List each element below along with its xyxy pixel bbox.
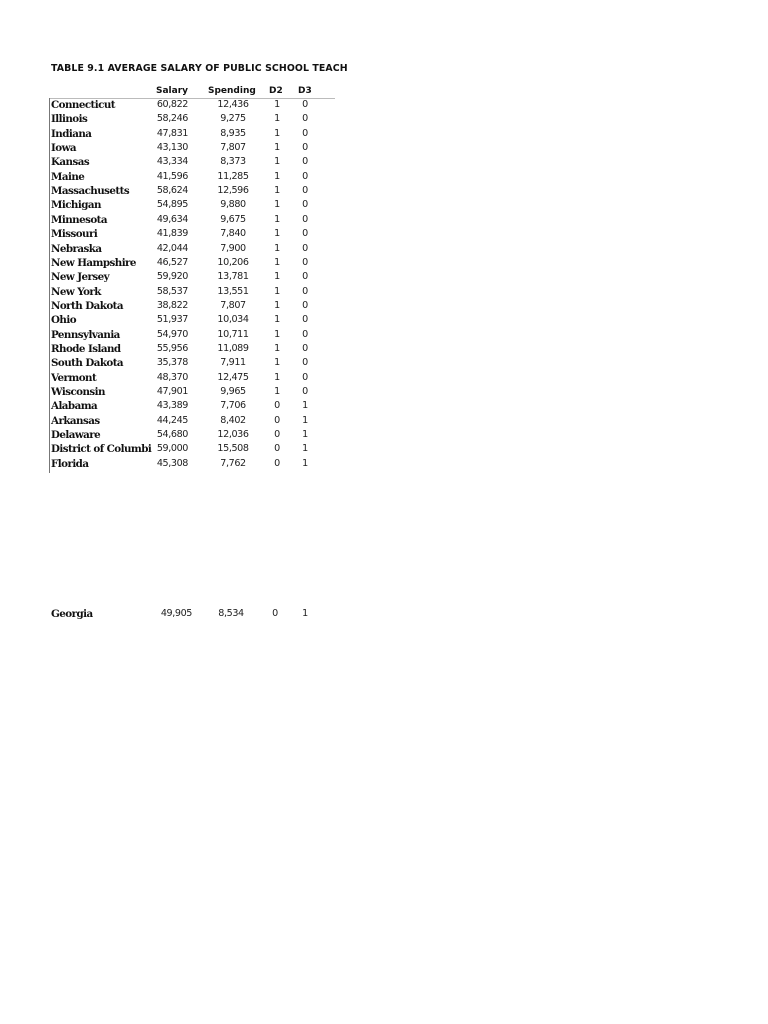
spending-value: 11,285 xyxy=(217,170,249,182)
salary-value: 43,334 xyxy=(156,156,188,168)
d3-value: 0 xyxy=(302,371,308,383)
column-header-salary: Salary xyxy=(156,86,189,96)
d3-value: 1 xyxy=(302,429,308,441)
spending-value: 7,840 xyxy=(220,228,246,240)
d2-value: 1 xyxy=(274,386,280,397)
d2-value: 0 xyxy=(274,429,280,441)
salary-value: 35,378 xyxy=(156,357,188,369)
left-border xyxy=(49,98,50,473)
d3-value: 0 xyxy=(302,170,308,182)
d3-value: 0 xyxy=(302,228,308,240)
state-name: Illinois xyxy=(51,113,88,126)
state-name: Delaware xyxy=(51,429,101,442)
state-name: Minnesota xyxy=(51,213,107,226)
d3-value: 0 xyxy=(302,242,308,254)
spending-value: 12,596 xyxy=(217,185,249,197)
d2-value: 1 xyxy=(274,299,280,311)
spending-value: 8,935 xyxy=(220,127,246,139)
salary-value: 58,246 xyxy=(156,113,188,125)
state-name: New Hampshire xyxy=(51,256,136,269)
d3-value: 0 xyxy=(302,314,308,326)
salary-value: 59,920 xyxy=(156,271,188,283)
d3-value: 1 xyxy=(302,400,308,412)
d3-value: 0 xyxy=(302,256,308,268)
state-name: North Dakota xyxy=(51,299,123,312)
state-name: Iowa xyxy=(51,142,77,155)
salary-value: 43,130 xyxy=(156,142,188,154)
spending-value: 9,880 xyxy=(220,199,246,211)
salary-value: 51,937 xyxy=(156,314,188,326)
d3-value: 0 xyxy=(302,199,308,211)
salary-value: 60,822 xyxy=(156,99,188,110)
salary-value: 59,000 xyxy=(156,443,188,455)
d2-value: 1 xyxy=(274,142,280,154)
d3-value: 0 xyxy=(302,142,308,154)
salary-value: 44,245 xyxy=(156,414,188,426)
salary-value: 46,527 xyxy=(156,256,188,268)
d3-value: 0 xyxy=(302,113,308,125)
d3-value: 0 xyxy=(302,156,308,168)
d2-value: 1 xyxy=(274,170,280,182)
salary-value: 49,634 xyxy=(156,213,188,225)
state-name: Florida xyxy=(51,457,89,470)
d2-value: 1 xyxy=(274,328,280,340)
d2-value: 1 xyxy=(274,314,280,326)
column-header-d3: D3 xyxy=(298,86,312,96)
salary-value: 55,956 xyxy=(156,342,188,354)
spending-value: 13,781 xyxy=(217,271,249,283)
spending-value: 7,706 xyxy=(220,400,246,412)
salary-value: 43,389 xyxy=(156,400,188,412)
salary-value: 42,044 xyxy=(156,242,188,254)
state-name: Kansas xyxy=(51,156,90,169)
state-name: Massachusetts xyxy=(51,185,130,198)
spending-value: 7,911 xyxy=(220,357,246,369)
spending-value: 11,089 xyxy=(217,342,249,354)
salary-value: 48,370 xyxy=(156,371,188,383)
state-name: Indiana xyxy=(51,127,92,140)
d2-value: 1 xyxy=(274,285,280,297)
d2-value: 1 xyxy=(274,99,280,110)
d2-value: 0 xyxy=(272,608,278,619)
salary-value: 47,831 xyxy=(156,127,188,139)
state-name: District of Columbi xyxy=(51,443,152,456)
d2-value: 1 xyxy=(274,127,280,139)
salary-value: 54,970 xyxy=(156,328,188,340)
d3-value: 1 xyxy=(302,608,308,619)
spending-value: 10,034 xyxy=(217,314,249,326)
spending-value: 15,508 xyxy=(217,443,249,455)
state-name: New Jersey xyxy=(51,271,110,284)
spending-value: 7,762 xyxy=(220,457,246,469)
d2-value: 1 xyxy=(274,185,280,197)
d2-value: 1 xyxy=(274,271,280,283)
spending-value: 7,807 xyxy=(220,299,246,311)
spending-value: 9,965 xyxy=(220,386,246,397)
d3-value: 0 xyxy=(302,213,308,225)
salary-value: 45,308 xyxy=(156,457,188,469)
d3-value: 0 xyxy=(302,99,308,110)
table-title: TABLE 9.1 AVERAGE SALARY OF PUBLIC SCHOOL TEACH xyxy=(51,63,348,74)
d3-value: 0 xyxy=(302,185,308,197)
spending-value: 7,900 xyxy=(220,242,246,254)
d2-value: 1 xyxy=(274,342,280,354)
d2-value: 1 xyxy=(274,228,280,240)
d3-value: 1 xyxy=(302,457,308,469)
d3-value: 0 xyxy=(302,342,308,354)
d2-value: 1 xyxy=(274,199,280,211)
d2-value: 1 xyxy=(274,256,280,268)
salary-value: 58,537 xyxy=(156,285,188,297)
salary-value: 41,596 xyxy=(156,170,188,182)
d3-value: 1 xyxy=(302,443,308,455)
salary-value: 49,905 xyxy=(160,608,192,619)
spending-value: 8,373 xyxy=(220,156,246,168)
state-name: Vermont xyxy=(51,371,97,384)
state-name: Arkansas xyxy=(51,414,100,427)
spending-value: 9,275 xyxy=(220,113,246,125)
d2-value: 1 xyxy=(274,371,280,383)
spending-value: 10,711 xyxy=(217,328,249,340)
state-name: Rhode Island xyxy=(51,342,121,355)
d3-value: 0 xyxy=(302,386,308,397)
salary-value: 54,895 xyxy=(156,199,188,211)
spending-value: 12,475 xyxy=(217,371,249,383)
state-name: Michigan xyxy=(51,199,101,212)
salary-value: 58,624 xyxy=(156,185,188,197)
state-name: Connecticut xyxy=(51,99,115,111)
d2-value: 1 xyxy=(274,242,280,254)
spending-value: 10,206 xyxy=(217,256,249,268)
state-name: Alabama xyxy=(51,400,98,413)
state-name: Wisconsin xyxy=(51,386,105,398)
d2-value: 0 xyxy=(274,414,280,426)
spending-value: 8,402 xyxy=(220,414,246,426)
d3-value: 0 xyxy=(302,328,308,340)
d2-value: 0 xyxy=(274,443,280,455)
column-header-spending: Spending xyxy=(208,86,256,96)
d3-value: 0 xyxy=(302,127,308,139)
spending-value: 9,675 xyxy=(220,213,246,225)
d2-value: 0 xyxy=(274,400,280,412)
spending-value: 12,036 xyxy=(217,429,249,441)
spending-value: 12,436 xyxy=(217,99,249,110)
spending-value: 7,807 xyxy=(220,142,246,154)
state-name: Pennsylvania xyxy=(51,328,120,341)
state-name: Maine xyxy=(51,170,85,183)
state-name: New York xyxy=(51,285,101,298)
salary-value: 54,680 xyxy=(156,429,188,441)
state-name: Georgia xyxy=(51,608,93,620)
state-name: Nebraska xyxy=(51,242,102,255)
d2-value: 1 xyxy=(274,213,280,225)
d2-value: 0 xyxy=(274,457,280,469)
d3-value: 1 xyxy=(302,414,308,426)
column-header-d2: D2 xyxy=(269,86,283,96)
d2-value: 1 xyxy=(274,357,280,369)
salary-value: 38,822 xyxy=(156,299,188,311)
salary-value: 41,839 xyxy=(156,228,188,240)
d3-value: 0 xyxy=(302,285,308,297)
d3-value: 0 xyxy=(302,271,308,283)
state-name: Missouri xyxy=(51,228,98,241)
spending-value: 13,551 xyxy=(217,285,249,297)
d3-value: 0 xyxy=(302,299,308,311)
d2-value: 1 xyxy=(274,156,280,168)
d3-value: 0 xyxy=(302,357,308,369)
salary-value: 47,901 xyxy=(156,386,188,397)
spending-value: 8,534 xyxy=(218,608,244,619)
state-name: South Dakota xyxy=(51,357,124,370)
d2-value: 1 xyxy=(274,113,280,125)
state-name: Ohio xyxy=(51,314,77,327)
